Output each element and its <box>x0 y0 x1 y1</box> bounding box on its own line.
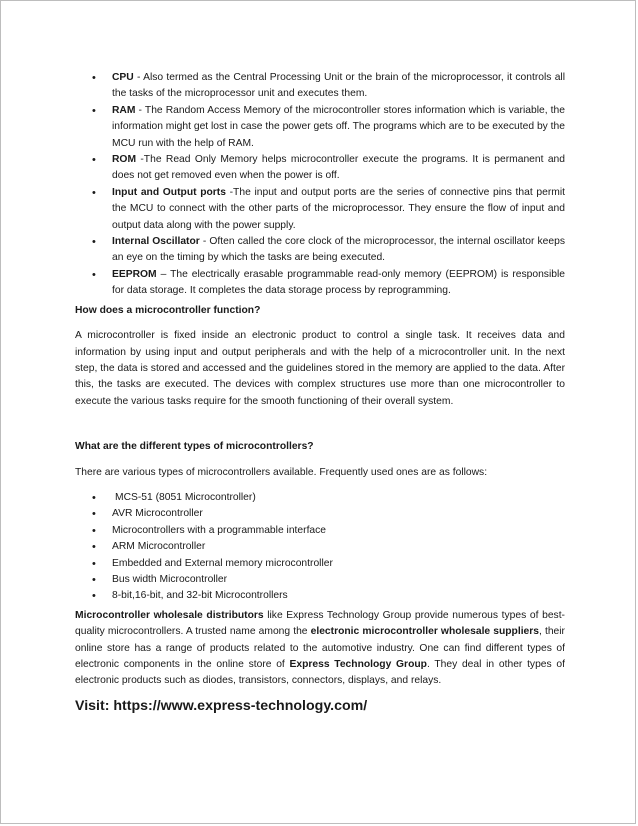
section-heading-types: What are the different types of microcontrollers? <box>75 441 314 453</box>
section-body-function: A microcontroller is fixed inside an electronic product to control a single task. It receives data and information by using input and output peripherals and with the help of a microcontroller unit. In the next step, the data is stored and accessed and the guidelines stored in the memory are applied to the data. After this, the tasks are executed. The devices with complex structures use more than one microcontroller to execute the various tasks require for the smooth functioning of their overall system. <box>75 330 565 407</box>
list-item: • Input and Output ports -The input and output ports are the series of connective pins that permit the MCU to connect with the other parts of the microprocessor. They ensure the flow of input and output data along with the power supply. <box>75 185 565 234</box>
closing-paragraph: Microcontroller wholesale distributors like Express Technology Group provide numerous types of best-quality microcontrollers. A trusted name among the electronic microcontroller wholesale suppliers, their online store has a range of products related to the automotive industry. One can find different types of electronic components in the online store of Express Technology Group. They deal in other types of electronic products such as diodes, transistors, connectors, displays, and relays. <box>75 609 565 687</box>
list-item: • Bus width Microcontroller <box>75 572 565 588</box>
list-item: • Internal Oscillator - Often called the core clock of the microprocessor, the internal oscillator keeps an eye on the timing by which the tasks are being executed. <box>75 234 565 267</box>
section-intro-types: There are various types of microcontrollers available. Frequently used ones are as follows: <box>75 466 488 478</box>
list-item: • ROM -The Read Only Memory helps microcontroller execute the programs. It is permanent and does not get removed even when the power is off. <box>75 152 565 185</box>
list-item: • MCS-51 (8051 Microcontroller) <box>75 490 565 506</box>
section-heading-function: How does a microcontroller function? <box>75 304 261 316</box>
types-list <box>75 490 565 605</box>
list-item: • 8-bit,16-bit, and 32-bit Microcontrollers <box>75 588 565 604</box>
list-item: • EEPROM – The electrically erasable programmable read-only memory (EEPROM) is responsible for data storage. It completes the data storage process by reprogramming. <box>75 267 565 300</box>
list-item: • Microcontrollers with a programmable interface <box>75 523 565 539</box>
visit-link[interactable]: Visit: https://www.express-technology.com/ <box>75 697 368 714</box>
list-item: • RAM - The Random Access Memory of the microcontroller stores information which is variable, the information might get lost in case the power gets off. The programs which are to be executed by the MCU run with the help of RAM. <box>75 103 565 152</box>
page-content <box>75 70 565 716</box>
list-item: • AVR Microcontroller <box>75 506 565 522</box>
list-item: • ARM Microcontroller <box>75 539 565 555</box>
component-list <box>75 70 565 300</box>
list-item: • CPU - Also termed as the Central Processing Unit or the brain of the microprocessor, it controls all the tasks of the microprocessor unit and executes them. <box>75 70 565 103</box>
list-item: • Embedded and External memory microcontroller <box>75 556 565 572</box>
